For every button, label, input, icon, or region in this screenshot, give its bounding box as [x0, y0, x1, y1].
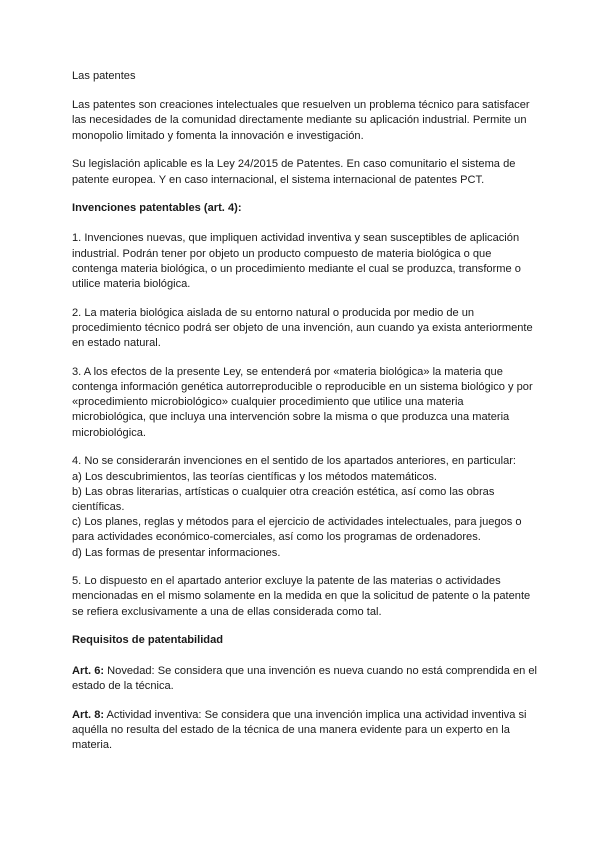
article-6 — [72, 664, 540, 694]
list-item: a) Los descubrimientos, las teorías científicas y los métodos matemáticos. — [72, 470, 438, 483]
list-item: c) Los planes, reglas y métodos para el ejercicio de actividades intelectuales, para juegos o para actividades económico-comerciales, así como los programas de ordenadores. — [72, 516, 522, 544]
legislation-paragraph: Su legislación aplicable es la Ley 24/2015 de Patentes. En caso comunitario el sistema de patente europea. Y en caso internacional, el sistema internacional de patentes PCT. — [72, 158, 516, 186]
article-8 — [72, 708, 540, 754]
paragraph-3: 3. A los efectos de la presente Ley, se entenderá por «materia biológica» la materia que contenga información genética autorreproducible o reproducible en un sistema biológico y por «procedimiento microbiológico» cualquier procedimiento que utilice una materia microbiológica, que incluya una intervención sobre la misma o que produzca una materia microbiológica. — [72, 365, 533, 439]
article-6-label: Art. 6: — [72, 664, 105, 677]
requirements-heading: Requisitos de patentabilidad — [72, 634, 224, 647]
paragraph-5: 5. Lo dispuesto en el apartado anterior excluye la patente de las materias o actividades mencionadas en el mismo solamente en la medida en que la solicitud de patente o la patente se refiera exclusivamente a una de ellas considerada como tal. — [72, 575, 531, 618]
intro-paragraph: Las patentes son creaciones intelectuales que resuelven un problema técnico para satisfacer las necesidades de la comunidad directamente mediante su aplicación industrial. Permite un monopolio limitado y fomenta la innovación e investigación. — [72, 99, 530, 142]
document-title: Las patentes — [72, 70, 136, 82]
article-6-text: Novedad: Se considera que una invención es nueva cuando no está comprendida en el estado de la técnica. — [72, 664, 538, 692]
paragraph-4 — [72, 454, 540, 560]
article-8-text: Actividad inventiva: Se considera que una invención implica una actividad inventiva si aquélla no resulta del estado de la técnica de una manera evidente para un experto en la materia. — [72, 708, 527, 751]
list-item: b) Las obras literarias, artísticas o cualquier otra creación estética, así como las obras científicas. — [72, 485, 495, 513]
inventions-heading: Invenciones patentables (art. 4): — [72, 202, 242, 215]
paragraph-4-intro: 4. No se considerarán invenciones en el sentido de los apartados anteriores, en particular: — [72, 455, 517, 468]
list-item: d) Las formas de presentar informaciones. — [72, 546, 281, 559]
paragraph-1: 1. Invenciones nuevas, que impliquen actividad inventiva y sean susceptibles de aplicación industrial. Podrán tener por objeto un producto compuesto de materia biológica o que contenga materia biológica, o un procedimiento mediante el cual se produzca, transforme o utilice materia biológica. — [72, 232, 521, 291]
paragraph-2: 2. La materia biológica aislada de su entorno natural o producida por medio de un procedimiento técnico podrá ser objeto de una invención, aun cuando ya exista anteriormente en estado natural. — [72, 306, 533, 350]
article-8-label: Art. 8: — [72, 708, 105, 721]
